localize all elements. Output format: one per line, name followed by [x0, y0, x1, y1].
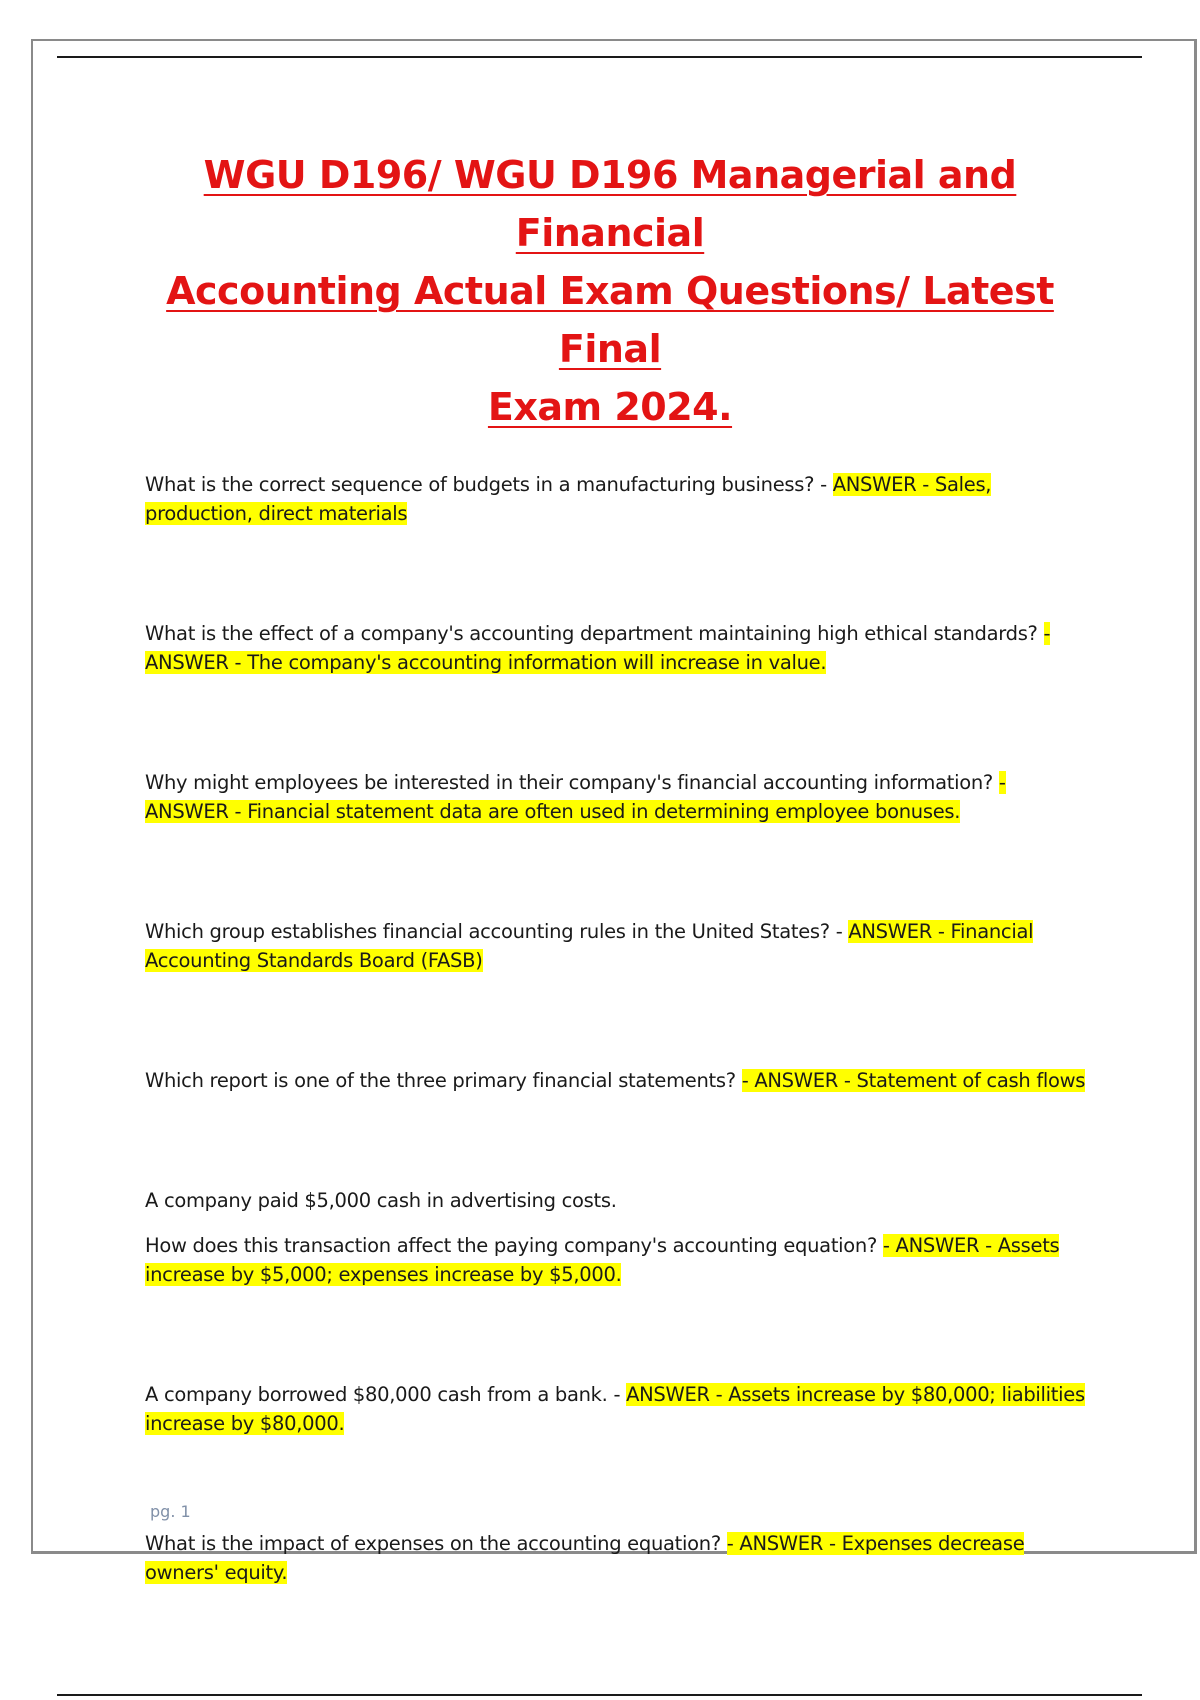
qa-item-4: [145, 917, 1095, 975]
question-text: What is the effect of a company's accounting department maintaining high ethical standards?: [145, 622, 1044, 645]
question-text: What is the impact of expenses on the accounting equation?: [145, 1532, 727, 1555]
answer-text: ANSWER - Sales, production, direct materials: [145, 473, 992, 525]
question-text: Which report is one of the three primary financial statements?: [145, 1069, 742, 1092]
title-line-2: Accounting Actual Exam Questions/ Latest Final: [166, 269, 1054, 371]
qa-item-2: [145, 619, 1095, 677]
answer-text: - ANSWER - Expenses decrease owners' equity.: [145, 1532, 1025, 1584]
question-text: A company borrowed $80,000 cash from a bank. -: [145, 1383, 627, 1406]
answer-text: - ANSWER - The company's accounting information will increase in value.: [145, 622, 1051, 674]
document-title: [120, 146, 1100, 436]
qa-item-5: [145, 1066, 1095, 1095]
qa-item-6: [145, 1186, 1095, 1289]
question-text: How does this transaction affect the paying company's accounting equation?: [145, 1234, 883, 1257]
qa-item-1: [145, 470, 1095, 528]
answer-text: - ANSWER - Financial statement data are often used in determining employee bonuses.: [145, 771, 1006, 823]
question-text: What is the correct sequence of budgets in a manufacturing business? -: [145, 473, 833, 496]
question-context: A company paid $5,000 cash in advertising costs.: [145, 1189, 617, 1212]
header-rule: [57, 56, 1142, 58]
answer-text: ANSWER - Assets increase by $80,000; liabilities increase by $80,000.: [145, 1383, 1085, 1435]
title-line-3: Exam 2024.: [487, 385, 733, 429]
qa-item-7: [145, 1380, 1095, 1438]
qa-item-8: [145, 1529, 1095, 1587]
answer-text: - ANSWER - Assets increase by $5,000; expenses increase by $5,000.: [145, 1234, 1060, 1286]
answer-text: ANSWER - Financial Accounting Standards Board (FASB): [145, 920, 1034, 972]
title-line-1: WGU D196/ WGU D196 Managerial and Financial: [203, 153, 1017, 255]
answer-text: - ANSWER - Statement of cash flows: [741, 1069, 1086, 1092]
qa-item-3: [145, 768, 1095, 826]
footer-rule: [57, 1694, 1142, 1696]
qa-list: [145, 470, 1095, 1678]
question-text: Why might employees be interested in their company's financial accounting information?: [145, 771, 999, 794]
page-number: pg. 1: [150, 1502, 191, 1521]
question-text: Which group establishes financial accounting rules in the United States? -: [145, 920, 849, 943]
